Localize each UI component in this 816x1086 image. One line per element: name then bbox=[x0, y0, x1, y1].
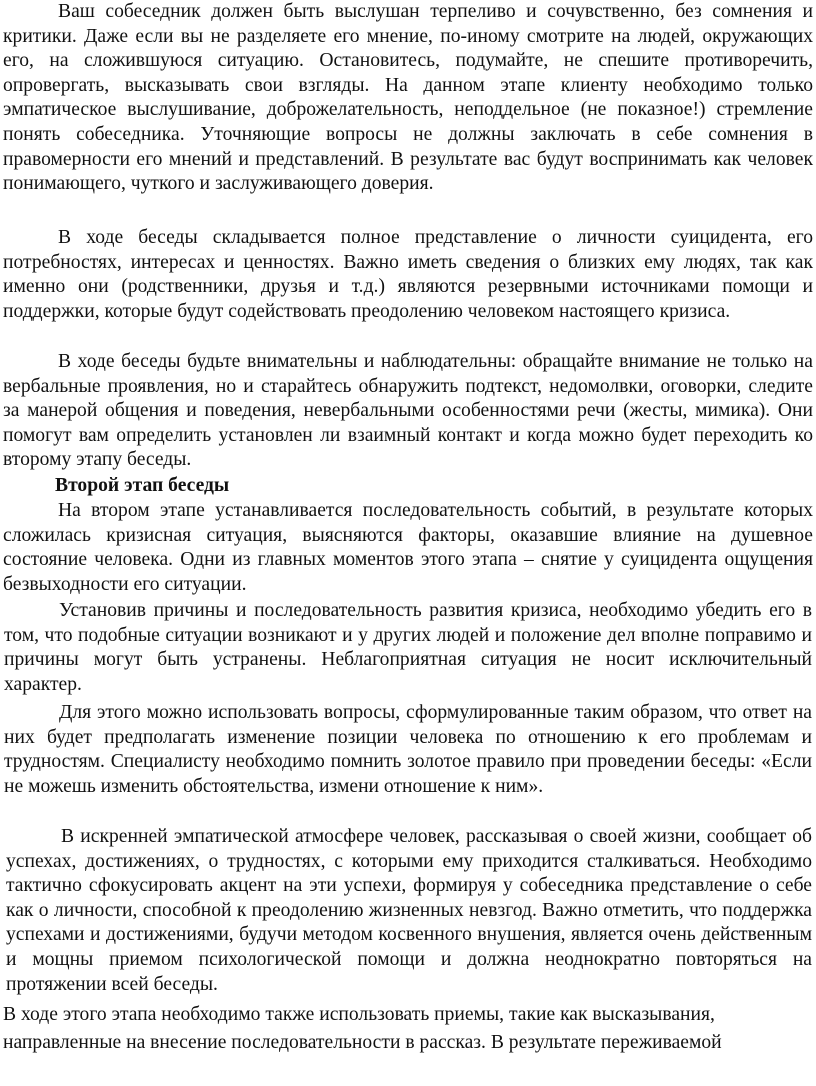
section-heading-second-stage: Второй этап беседы bbox=[55, 475, 230, 496]
paragraph-second-stage-sequence: На втором этапе устанавливается последовательность событий, в результате которых сложилась кризисная ситуация, выясняются факторы, оказавшие влияние на душевное состояние человека. Одни из главных моментов этого этапа – снятие у суицидента ощущения безвыходности его ситуации. bbox=[3, 500, 813, 595]
paragraph-personality-overview: В ходе беседы складывается полное представление о личности суицидента, его потребностях, интересах и ценностях. Важно иметь сведения о близких ему людях, так как именно они (родственники, друзья и т.д.) являются резервными источниками помощи и поддержки, которые будут содействовать преодолению человеком настоящего кризиса. bbox=[3, 227, 813, 322]
paragraph-crisis-causes: Установив причины и последовательность развития кризиса, необходимо убедить его в том, что подобные ситуации возникают и у других людей и положение дел вполне поправимо и причины могут быть устранены. Неблагоприятная ситуация не носит исключительный характер. bbox=[4, 600, 812, 695]
paragraph-success-focus: В искренней эмпатической атмосфере человек, рассказывая о своей жизни, сообщает об успехах, достижениях, о трудностях, с которыми ему приходится сталкиваться. Необходимо тактично сфокусировать акцент на эти успехи, формируя у собеседника представление о себе как о личности, способной к преодолению жизненных невзгод. Важно отметить, что поддержка успехами и достижениями, будучи методом косвенного внушения, является очень действенным и мощны приемом психологической помощи и должна неоднократно повторяться на протяжении всей беседы. bbox=[6, 826, 812, 995]
paragraph-sequencing-techniques: В ходе этого этапа необходимо также использовать приемы, такие как высказывания, направленные на внесение последовательности в рассказ. В результате переживаемой bbox=[3, 1004, 722, 1053]
paragraph-empathic-listening: Ваш собеседник должен быть выслушан терпеливо и сочувственно, без сомнения и критики. Даже если вы не разделяете его мнение, по-иному смотрите на людей, окружающих его, на сложившуюся ситуацию. Остановитесь, подумайте, не спешите противоречить, опровергать, высказывать свои взгляды. На данном этапе клиенту необходимо только эмпатическое выслушивание, доброжелательность, неподдельное (не показное!) стремление понять собеседника. Уточняющие вопросы не должны заключать в себе сомнения в правомерности его мнений и представлений. В результате вас будут воспринимать как человек понимающего, чуткого и заслуживающего доверия. bbox=[3, 1, 813, 195]
paragraph-reframing-questions: Для этого можно использовать вопросы, сформулированные таким образом, что ответ на них будет предполагать изменение позиции человека по отношению к его проблемам и трудностям. Специалисту необходимо помнить золотое правило при проведении беседы: «Если не можешь изменить обстоятельства, измени отношение к ним». bbox=[4, 702, 812, 797]
paragraph-attentive-observation: В ходе беседы будьте внимательны и наблюдательны: обращайте внимание не только на вербальные проявления, но и старайтесь обнаружить подтекст, недомолвки, оговорки, следите за манерой общения и поведения, невербальными особенностями речи (жесты, мимика). Они помогут вам определить установлен ли взаимный контакт и когда можно будет переходить ко второму этапу беседы. bbox=[3, 351, 813, 471]
